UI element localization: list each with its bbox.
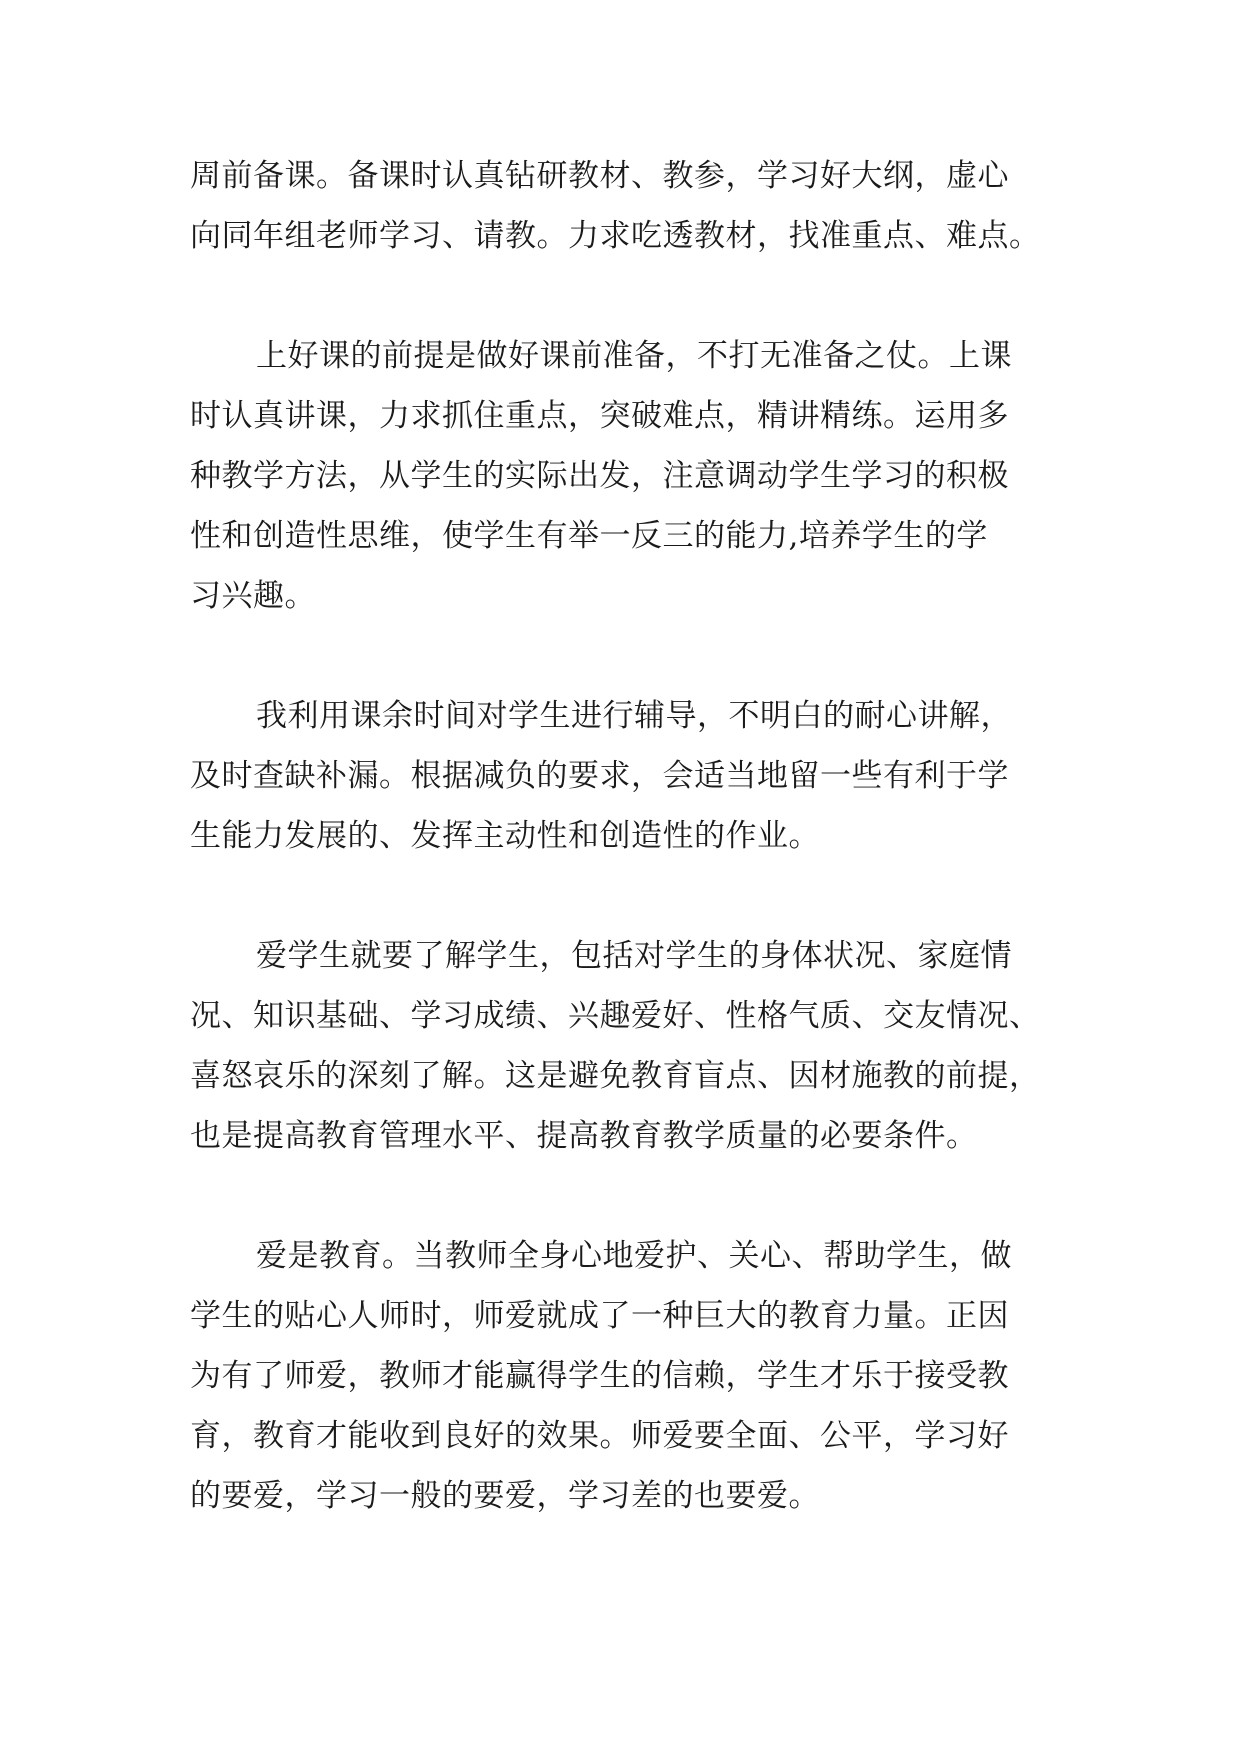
text-line: 为有了师爱，教师才能赢得学生的信赖，学生才乐于接受教 [190, 1358, 1009, 1394]
text-line: 喜怒哀乐的深刻了解。这是避免教育盲点、因材施教的前提， [190, 1058, 1041, 1094]
text-line: 爱学生就要了解学生，包括对学生的身体状况、家庭情 [256, 938, 1012, 974]
text-line: 学生的贴心人师时，师爱就成了一种巨大的教育力量。正因 [190, 1298, 1009, 1334]
paragraph-2 [190, 326, 1066, 626]
document-body [190, 146, 1066, 1586]
text-line: 的要爱，学习一般的要爱，学习差的也要爱。 [190, 1478, 820, 1514]
text-line: 爱是教育。当教师全身心地爱护、关心、帮助学生，做 [256, 1238, 1012, 1274]
text-line: 育，教育才能收到良好的效果。师爱要全面、公平，学习好 [190, 1418, 1009, 1454]
text-line: 及时查缺补漏。根据减负的要求，会适当地留一些有利于学 [190, 758, 1009, 794]
text-line: 周前备课。备课时认真钻研教材、教参，学习好大纲，虚心 [190, 158, 1009, 194]
paragraph-1 [190, 146, 1066, 266]
text-line: 况、知识基础、学习成绩、兴趣爱好、性格气质、交友情况、 [190, 998, 1041, 1034]
text-line: 向同年组老师学习、请教。力求吃透教材，找准重点、难点。 [190, 218, 1041, 254]
text-line: 习兴趣。 [190, 578, 316, 614]
text-line: 种教学方法，从学生的实际出发，注意调动学生学习的积极 [190, 458, 1009, 494]
text-line: 时认真讲课，力求抓住重点，突破难点，精讲精练。运用多 [190, 398, 1009, 434]
paragraph-5 [190, 1226, 1066, 1526]
text-line: 生能力发展的、发挥主动性和创造性的作业。 [190, 818, 820, 854]
text-line: 我利用课余时间对学生进行辅导，不明白的耐心讲解， [256, 698, 1012, 734]
text-line: 上好课的前提是做好课前准备，不打无准备之仗。上课 [256, 338, 1012, 374]
text-line: 也是提高教育管理水平、提高教育教学质量的必要条件。 [190, 1118, 978, 1154]
paragraph-3 [190, 686, 1066, 866]
paragraph-4 [190, 926, 1066, 1166]
text-line: 性和创造性思维，使学生有举一反三的能力,培养学生的学 [190, 518, 988, 554]
